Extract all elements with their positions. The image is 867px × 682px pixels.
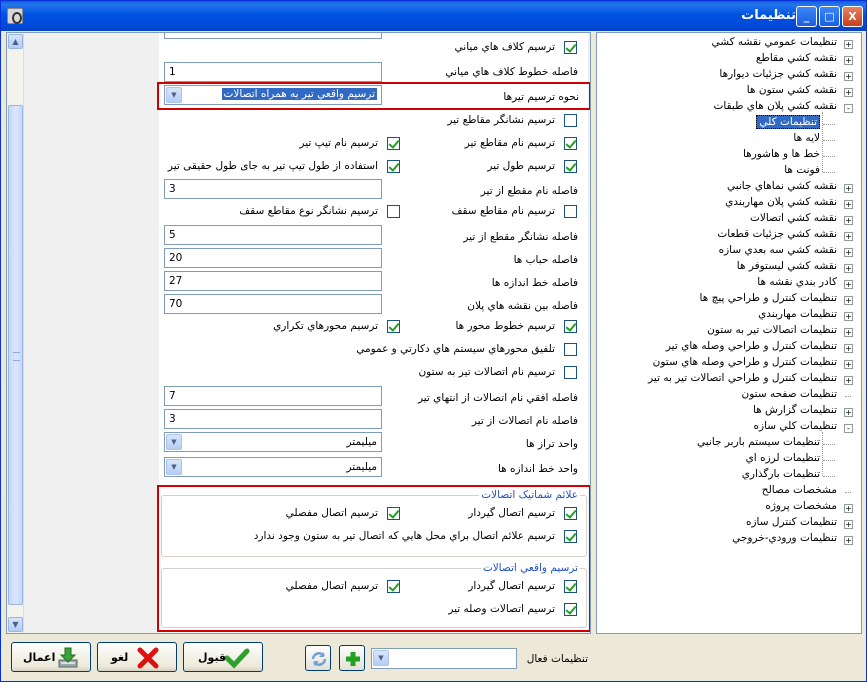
scroll-up-button[interactable]: ▲ <box>8 34 23 49</box>
expand-icon[interactable]: + <box>845 536 852 545</box>
tree-item[interactable] <box>732 532 837 548</box>
tree-item[interactable] <box>648 372 837 388</box>
tree-item-label: نقشه کشي جزئيات ديوارها <box>719 68 837 80</box>
tree-item[interactable] <box>714 100 837 116</box>
beam-length-checkbox[interactable] <box>564 160 577 173</box>
tree-item-label: تنظيمات کنترل و طراحي اتصالات تير به تير <box>648 372 837 384</box>
expand-icon[interactable]: + <box>845 312 852 321</box>
tree-item[interactable] <box>727 180 837 196</box>
active-settings-label: تنظيمات فعال <box>526 653 588 665</box>
refresh-button[interactable] <box>305 645 331 671</box>
red-x-icon <box>136 646 160 670</box>
form-left-margin <box>24 33 159 633</box>
tree-item[interactable] <box>711 36 837 52</box>
dim-line-dist-field[interactable]: 27 <box>164 271 382 291</box>
real-splice-checkbox[interactable] <box>564 603 577 616</box>
app-icon <box>7 8 23 24</box>
type-name-checkbox[interactable] <box>387 137 400 150</box>
beam-length-label: ترسيم طول تير <box>487 160 555 172</box>
plan-dist-field[interactable]: 70 <box>164 294 382 314</box>
tree-item-label: تنظيمات عمومي نقشه کشي <box>711 36 837 48</box>
tree-item-label: نقشه کشي مقاطع <box>755 52 837 64</box>
chevron-down-icon[interactable]: ▼ <box>166 87 182 103</box>
tree-connector-line <box>823 476 835 477</box>
tree-connector-line <box>823 172 835 173</box>
expand-icon[interactable]: + <box>845 40 852 49</box>
collapse-icon[interactable]: - <box>844 424 853 433</box>
axis-lines-checkbox[interactable] <box>564 320 577 333</box>
schematic-group-title: علائم شماتيک اتصالات <box>481 489 578 501</box>
marker-dist-label: فاصله نشانگر مقطع از تير <box>463 231 578 243</box>
tree-item[interactable] <box>719 244 837 260</box>
tree-item[interactable] <box>746 452 820 468</box>
tree-item[interactable] <box>762 484 837 500</box>
level-unit-combo[interactable] <box>164 432 382 452</box>
tree-item-label: تنظيمات بارگذاري <box>741 468 820 480</box>
expand-icon[interactable]: + <box>845 72 852 81</box>
tree-item[interactable] <box>784 164 820 180</box>
real-conn-group <box>161 562 587 628</box>
expand-icon[interactable]: + <box>845 280 852 289</box>
conn-name-checkbox[interactable] <box>564 366 577 379</box>
tree-item[interactable] <box>756 52 837 68</box>
tree-connector-line <box>845 396 851 397</box>
expand-icon[interactable]: + <box>845 200 852 209</box>
expand-icon[interactable]: + <box>845 296 852 305</box>
tree-item-label: تنظيمات کنترل سازه <box>745 516 837 528</box>
chevron-down-icon[interactable]: ▼ <box>373 650 389 666</box>
tree-item[interactable] <box>750 212 837 228</box>
close-button[interactable]: X <box>842 6 863 27</box>
tree-item-label: تنظيمات اتصالات تير به ستون <box>707 324 837 336</box>
dim-unit-label: واحد خط اندازه ها <box>497 463 578 475</box>
merge-axis-checkbox[interactable] <box>564 343 577 356</box>
scroll-thumb[interactable] <box>8 105 23 605</box>
conn-name-label: ترسيم نام اتصالات تير به ستون <box>418 366 555 378</box>
tree-item-label: نقشه کشي پلان هاي طبقات <box>713 100 837 112</box>
tree-item[interactable] <box>666 340 837 356</box>
plan-dist-label: فاصله بين نقشه هاي پلان <box>467 300 578 312</box>
tree-item[interactable] <box>697 436 820 452</box>
tree-connector-line <box>823 444 835 445</box>
tree-item-label: تنظيمات لرزه اي <box>745 452 820 464</box>
level-unit-value: ميليمتر <box>346 436 377 448</box>
cancel-label: لغو <box>111 651 129 664</box>
roof-name-label: ترسيم نام مقاطع سقف <box>451 205 555 217</box>
tree-item-label: تنظيمات کنترل و طراحي وصله هاي تير <box>665 340 837 352</box>
tree-item[interactable] <box>707 324 837 340</box>
tree-item-label: تنظيمات مهاربندي <box>758 308 837 320</box>
download-apply-icon <box>56 646 80 670</box>
roof-name-checkbox[interactable] <box>564 205 577 218</box>
tree-item[interactable] <box>765 500 837 516</box>
tree-item-label: نقشه کشي ستون ها <box>746 84 837 96</box>
settings-form-pane <box>6 32 591 634</box>
schematic-nocol-label: ترسيم علائم اتصال براي محل هايي که اتصال تير به ستون وجود ندارد <box>253 530 555 542</box>
expand-icon[interactable]: + <box>845 360 852 369</box>
beam-mode-value: ترسيم واقعي تير به همراه اتصالات <box>223 88 375 100</box>
expand-icon[interactable]: + <box>845 376 852 385</box>
beam-mode-combo[interactable] <box>164 85 382 105</box>
tree-connector-line <box>823 124 835 125</box>
axis-lines-label: ترسيم خطوط محور ها <box>455 320 555 332</box>
settings-tree <box>596 32 862 634</box>
green-plus-icon <box>344 650 362 668</box>
tree-item-label: تنظيمات گزارش ها <box>752 404 837 416</box>
bubble-dist-label: فاصله حباب ها <box>513 254 578 266</box>
active-settings-combo[interactable] <box>371 648 517 669</box>
conn-h-dist-label: فاصله افقي نام اتصالات از انتهاي تير <box>417 392 578 404</box>
conn-dist-label: فاصله نام اتصالات از تير <box>471 415 578 427</box>
tree-item[interactable] <box>793 132 820 148</box>
schematic-group <box>161 489 587 557</box>
tree-item-label: مشخصات مصالح <box>761 484 837 496</box>
tree-item-label: خط ها و هاشورها <box>742 148 820 160</box>
middle-tie-checkbox[interactable] <box>564 41 577 54</box>
tree-item[interactable] <box>653 356 837 372</box>
tree-item-label: تنظيمات کلي سازه <box>753 420 837 432</box>
real-pinned-label: ترسيم اتصال مفصلي <box>285 580 378 592</box>
tree-connector-line <box>823 460 835 461</box>
cancel-button[interactable] <box>97 642 177 672</box>
beam-marker-label: ترسيم نشانگر مقاطع تير <box>447 114 555 126</box>
tree-item[interactable] <box>747 84 837 100</box>
scroll-grip-icon <box>13 352 20 361</box>
tree-item[interactable] <box>758 308 837 324</box>
real-conn-group-title: ترسيم واقعي اتصالات <box>482 562 578 574</box>
tree-connector-line <box>822 432 823 476</box>
schematic-pinned-checkbox[interactable] <box>387 507 400 520</box>
tree-item-label: نقشه کشي سه بعدي سازه <box>718 244 837 256</box>
tree-connector-line <box>822 112 823 172</box>
merge-axis-label: تلفيق محورهاي سيستم هاي دکارتي و عمومي <box>356 343 555 355</box>
collapse-icon[interactable]: - <box>844 104 853 113</box>
real-pinned-checkbox[interactable] <box>387 580 400 593</box>
tree-item-label: تنظيمات صفحه ستون <box>741 388 837 400</box>
tie-spacing-field[interactable]: 1 <box>164 62 382 82</box>
maximize-button[interactable]: □ <box>819 6 840 27</box>
tree-item-label: فونت ها <box>784 164 820 176</box>
refresh-icon <box>309 649 329 669</box>
dim-line-dist-label: فاصله خط اندازه ها <box>491 277 578 289</box>
tree-connector-line <box>845 492 851 493</box>
expand-icon[interactable]: + <box>845 56 852 65</box>
tree-item[interactable] <box>754 420 838 436</box>
level-unit-label: واحد تراز ها <box>525 438 578 450</box>
vertical-scrollbar[interactable] <box>7 33 24 633</box>
tie-spacing-label: فاصله خطوط کلاف هاي مياني <box>445 66 578 78</box>
expand-icon[interactable]: + <box>845 216 852 225</box>
tree-item-label: تنظيمات ورودي-خروجي <box>732 532 837 544</box>
tree-item-label: نقشه کشي نماهاي جانبي <box>726 180 837 192</box>
tree-item[interactable] <box>742 388 837 404</box>
real-splice-label: ترسيم اتصالات وصله تير <box>448 603 555 615</box>
schematic-pinned-label: ترسيم اتصال مفصلي <box>285 507 378 519</box>
beam-mode-label: نحوه ترسيم تيرها <box>503 91 579 103</box>
type-name-label: ترسيم نام تيپ تير <box>299 137 378 149</box>
expand-icon[interactable]: + <box>845 504 852 513</box>
tree-connector-line <box>823 156 835 157</box>
marker-dist-field[interactable]: 5 <box>164 225 382 245</box>
add-button[interactable] <box>339 645 365 671</box>
green-check-icon <box>224 646 250 670</box>
repeat-axis-label: ترسيم محورهاي تکراري <box>273 320 378 332</box>
roof-marker-checkbox[interactable] <box>387 205 400 218</box>
tree-item[interactable] <box>757 276 837 292</box>
tree-item[interactable] <box>737 260 837 276</box>
tree-connector-line <box>823 140 835 141</box>
beam-marker-checkbox[interactable] <box>564 114 577 127</box>
schematic-nocol-checkbox[interactable] <box>564 530 577 543</box>
tree-item-label: تنظيمات سيستم باربر جانبي <box>697 436 820 448</box>
apply-button[interactable] <box>11 642 91 672</box>
conn-dist-field[interactable]: 3 <box>164 409 382 429</box>
expand-icon[interactable]: + <box>845 264 852 273</box>
tree-item[interactable] <box>700 292 837 308</box>
tree-item-label: نقشه کشي اتصالات <box>749 212 837 224</box>
tree-item-label: لايه ها <box>793 132 820 144</box>
expand-icon[interactable]: + <box>845 344 852 353</box>
tree-item[interactable] <box>743 148 820 164</box>
repeat-axis-checkbox[interactable] <box>387 320 400 333</box>
chevron-down-icon[interactable]: ▼ <box>166 459 182 475</box>
bubble-dist-field[interactable]: 20 <box>164 248 382 268</box>
expand-icon[interactable]: + <box>845 184 852 193</box>
schematic-moment-checkbox[interactable] <box>564 507 577 520</box>
apply-label: اعمال <box>23 651 56 664</box>
tree-item[interactable] <box>725 196 837 212</box>
tree-item-label: تنظيمات کنترل و طراحي پيچ ها <box>699 292 837 304</box>
title-bar <box>1 1 866 31</box>
tree-item-label: مشخصات پروژه <box>765 500 837 512</box>
expand-icon[interactable]: + <box>845 408 852 417</box>
expand-icon[interactable]: + <box>845 328 852 337</box>
window-title: تنظيمات <box>741 8 796 23</box>
tree-item-label: کادر بندي نقشه ها <box>757 276 837 288</box>
scroll-down-button[interactable]: ▼ <box>8 617 23 632</box>
tree-item-label: نقشه کشي پلان مهاربندي <box>725 196 837 208</box>
chevron-down-icon[interactable]: ▼ <box>166 434 182 450</box>
tree-item-label: تنظيمات کنترل و طراحي وصله هاي ستون <box>652 356 837 368</box>
tree-item-label: تنظيمات کلي <box>756 115 820 129</box>
dim-unit-combo[interactable] <box>164 457 382 477</box>
expand-icon[interactable]: + <box>845 88 852 97</box>
section-name-checkbox[interactable] <box>564 137 577 150</box>
tree-item[interactable] <box>756 116 820 132</box>
middle-tie-label: ترسيم کلاف هاي مياني <box>454 41 555 53</box>
expand-icon[interactable]: + <box>845 232 852 241</box>
schematic-moment-label: ترسيم اتصال گيردار <box>468 507 555 519</box>
minimize-button[interactable]: _ <box>796 6 817 27</box>
use-type-length-label: استفاده از طول تيپ تير به جای طول حقيقی تير <box>167 160 378 172</box>
ok-button[interactable] <box>183 642 263 672</box>
ok-label: قبول <box>198 651 227 664</box>
real-moment-label: ترسيم اتصال گيردار <box>468 580 555 592</box>
dim-unit-value: ميليمتر <box>346 461 377 473</box>
expand-icon[interactable]: + <box>845 248 852 257</box>
real-moment-checkbox[interactable] <box>564 580 577 593</box>
tree-item[interactable] <box>717 228 837 244</box>
tree-item-label: نقشه کشي ليستوفر ها <box>736 260 837 272</box>
expand-icon[interactable]: + <box>845 520 852 529</box>
tree-item[interactable] <box>746 516 837 532</box>
tree-item[interactable] <box>719 68 837 84</box>
conn-h-dist-field[interactable]: 7 <box>164 386 382 406</box>
use-type-length-checkbox[interactable] <box>387 160 400 173</box>
section-dist-label: فاصله نام مقطع از تير <box>480 185 578 197</box>
section-dist-field[interactable]: 3 <box>164 179 382 199</box>
cut-off-field[interactable] <box>164 32 382 39</box>
section-name-label: ترسيم نام مقاطع تير <box>464 137 555 149</box>
roof-marker-label: ترسيم نشانگر نوع مقاطع سقف <box>239 205 378 217</box>
tree-item[interactable] <box>753 404 837 420</box>
tree-item[interactable] <box>742 468 820 484</box>
tree-item-label: نقشه کشي جزئيات قطعات <box>717 228 837 240</box>
